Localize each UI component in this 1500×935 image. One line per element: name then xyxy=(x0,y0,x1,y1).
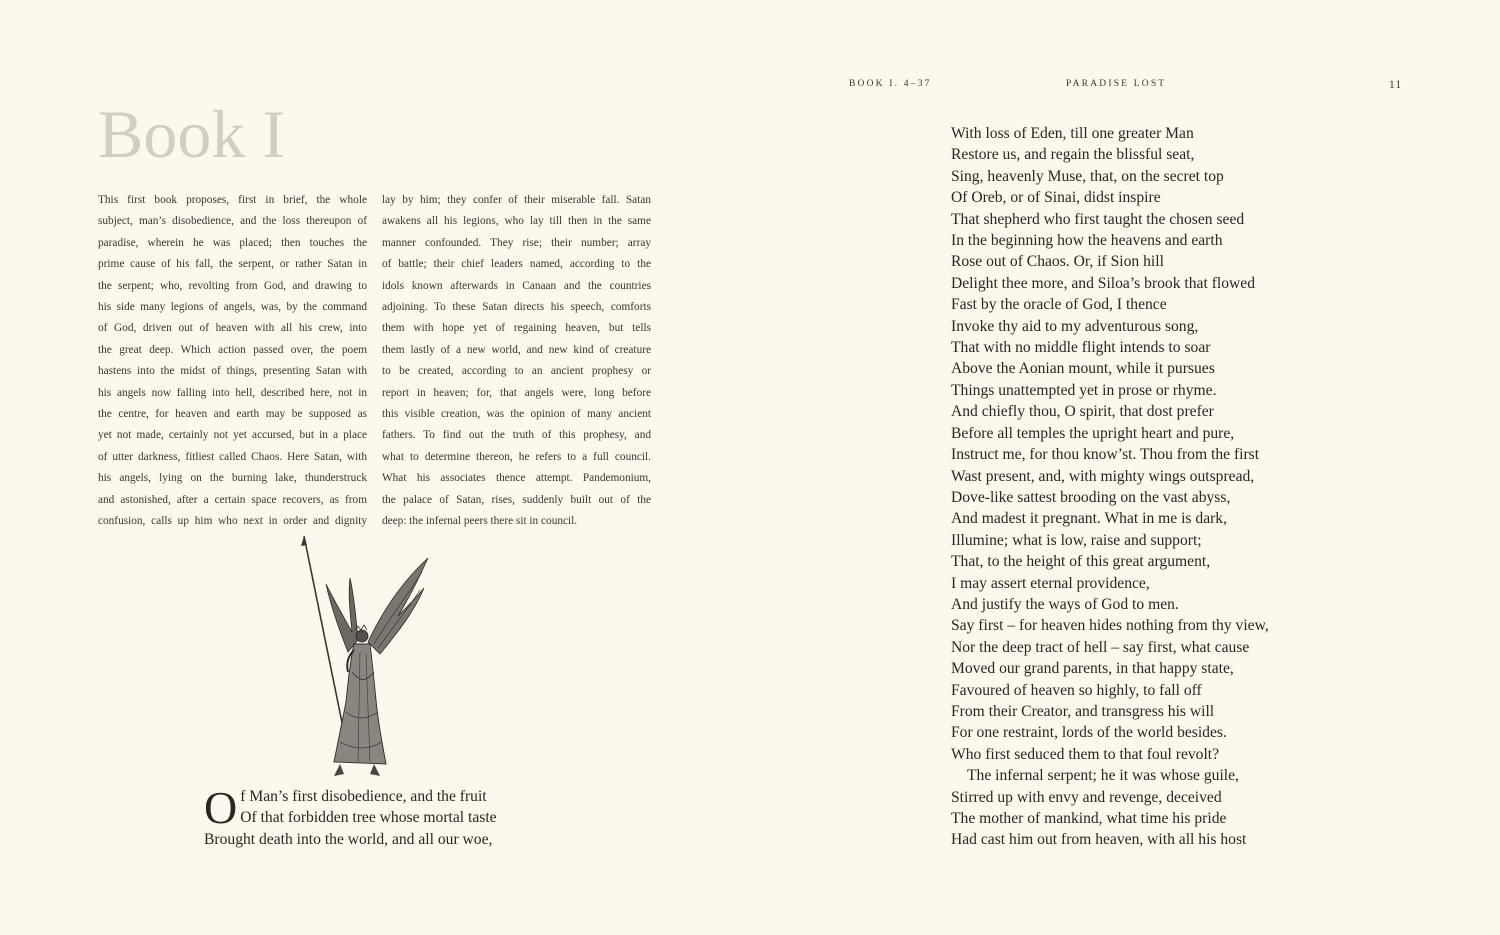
argument-line: confusion, calls up him who next in order and dignity xyxy=(98,515,367,528)
argument-line: what to determine thereon, he refers to a full council. xyxy=(382,450,651,463)
argument-line: his angels, lying on the burning lake, thunderstruck xyxy=(98,472,367,485)
verse-line: Things unattempted yet in prose or rhyme. xyxy=(951,381,1217,399)
argument-column-2 xyxy=(382,190,651,533)
argument-line: subject, man’s disobedience, and the loss thereupon of xyxy=(98,215,367,228)
argument-line: hastens into the midst of things, presenting Satan with xyxy=(98,365,367,378)
verse-line: Of Oreb, or of Sinai, didst inspire xyxy=(951,189,1161,207)
verse-line: Who first seduced them to that foul revolt? xyxy=(951,745,1220,763)
verse-line: Above the Aonian mount, while it pursues xyxy=(951,360,1215,378)
argument-line: awakens all his legions, who lay till then in the same xyxy=(382,215,651,228)
argument-line: idols known afterwards in Canaan and the countries xyxy=(382,279,651,292)
argument-line: yet not made, certainly not yet accursed, but in a place xyxy=(98,429,367,442)
argument-line: of battle; their chief leaders named, according to the xyxy=(382,258,651,271)
verse-line: That, to the height of this great argument, xyxy=(951,553,1211,571)
verse-line: And madest it pregnant. What in me is dark, xyxy=(951,510,1228,528)
verse-line: That shepherd who first taught the chosen seed xyxy=(951,210,1245,228)
argument-line: This first book proposes, first in brief, the whole xyxy=(98,194,367,206)
verse-line: And justify the ways of God to men. xyxy=(951,595,1179,613)
argument-line: the great deep. Which action passed over, the poem xyxy=(98,343,367,356)
verse-line: Had cast him out from heaven, with all his host xyxy=(951,831,1247,849)
verse-line: The infernal serpent; he it was whose guile, xyxy=(967,767,1239,785)
verse-line: Favoured of heaven so highly, to fall off xyxy=(951,681,1202,699)
argument-line: paradise, wherein he was placed; then touches the xyxy=(98,236,367,249)
argument-line: the palace of Satan, rises, suddenly built out of the xyxy=(382,493,651,506)
verse-line: With loss of Eden, till one greater Man xyxy=(951,125,1194,142)
verse-line: And chiefly thou, O spirit, that dost prefer xyxy=(951,403,1214,421)
verse-line: Before all temples the upright heart and pure, xyxy=(951,424,1235,442)
verse-line: Delight thee more, and Siloa’s brook that flowed xyxy=(951,274,1256,292)
argument-line: of God, driven out of heaven with all his crew, into xyxy=(98,322,367,335)
drop-cap: O xyxy=(204,782,238,833)
argument-line: his angels now falling into hell, described here, not in xyxy=(98,386,367,399)
argument-line: report in heaven; for, that angels were, long before xyxy=(382,386,651,399)
verse-line: I may assert eternal providence, xyxy=(951,574,1150,592)
argument-line: of utter darkness, fitliest called Chaos. Here Satan, with xyxy=(98,450,367,463)
argument-line: fathers. To find out the truth of this prophesy, and xyxy=(382,429,651,442)
book-title: Book I xyxy=(98,96,285,172)
opening-verse xyxy=(204,782,497,850)
argument-line: the centre, for heaven and earth may be supposed as xyxy=(98,408,367,421)
page-number: 11 xyxy=(1389,79,1403,91)
verse-line: In the beginning how the heavens and earth xyxy=(951,232,1223,250)
verse-line: Instruct me, for thou know’st. Thou from the first xyxy=(951,446,1260,464)
argument-line: them lastly of a new world, and new kind of creature xyxy=(382,343,651,356)
argument-line: this visible creation, was the opinion of many ancient xyxy=(382,408,651,421)
argument-line: them with hope yet of regaining heaven, but tells xyxy=(382,322,651,335)
verse-line: Nor the deep tract of hell – say first, what cause xyxy=(951,638,1250,656)
running-head-left: BOOK I. 4–37 xyxy=(849,79,932,89)
argument-line: adjoining. To these Satan directs his speech, comforts xyxy=(382,301,651,314)
argument-column-1 xyxy=(98,190,367,533)
verse-line: Stirred up with envy and revenge, deceived xyxy=(951,788,1222,806)
verse-line: Dove-like sattest brooding on the vast abyss, xyxy=(951,488,1231,506)
verse-line: Moved our grand parents, in that happy state, xyxy=(951,660,1234,678)
argument-line: prime cause of his fall, the serpent, or rather Satan in xyxy=(98,258,367,271)
verse-line: Brought death into the world, and all our woe, xyxy=(204,830,493,848)
argument-line: manner confounded. They rise; their number; array xyxy=(382,236,651,249)
argument-line last: deep: the infernal peers there sit in council. xyxy=(382,515,578,528)
verse-block xyxy=(951,123,1269,851)
verse-line: Rose out of Chaos. Or, if Sion hill xyxy=(951,253,1164,271)
angel-engraving xyxy=(290,532,440,782)
verse-line: The mother of mankind, what time his pride xyxy=(951,810,1227,827)
verse-line: That with no middle flight intends to soar xyxy=(951,339,1211,357)
verse-line: From their Creator, and transgress his will xyxy=(951,702,1215,720)
verse-line: f Man’s first disobedience, and the fruit xyxy=(240,788,487,805)
verse-line: Wast present, and, with mighty wings outspread, xyxy=(951,467,1255,485)
argument-line: the serpent; who, revolting from God, and drawing to xyxy=(98,279,367,292)
argument-line: his side many legions of angels, was, by the command xyxy=(98,301,367,314)
argument-line: and astonished, after a certain space recovers, as from xyxy=(98,493,367,506)
verse-line: Restore us, and regain the blissful seat, xyxy=(951,146,1195,164)
argument-line: to be created, according to an ancient prophesy or xyxy=(382,365,651,378)
verse-line: For one restraint, lords of the world besides. xyxy=(951,724,1227,742)
verse-line: Sing, heavenly Muse, that, on the secret top xyxy=(951,167,1224,185)
running-head-title: PARADISE LOST xyxy=(1066,79,1167,89)
argument-line: What his associates thence attempt. Pandemonium, xyxy=(382,472,651,485)
verse-line: Of that forbidden tree whose mortal taste xyxy=(240,809,497,827)
verse-line: Invoke thy aid to my adventurous song, xyxy=(951,317,1199,335)
verse-line: Fast by the oracle of God, I thence xyxy=(951,296,1167,314)
argument-line: lay by him; they confer of their miserable fall. Satan xyxy=(382,194,651,206)
verse-line: Illumine; what is low, raise and support; xyxy=(951,531,1202,549)
verse-line: Say first – for heaven hides nothing from thy view, xyxy=(951,617,1269,635)
